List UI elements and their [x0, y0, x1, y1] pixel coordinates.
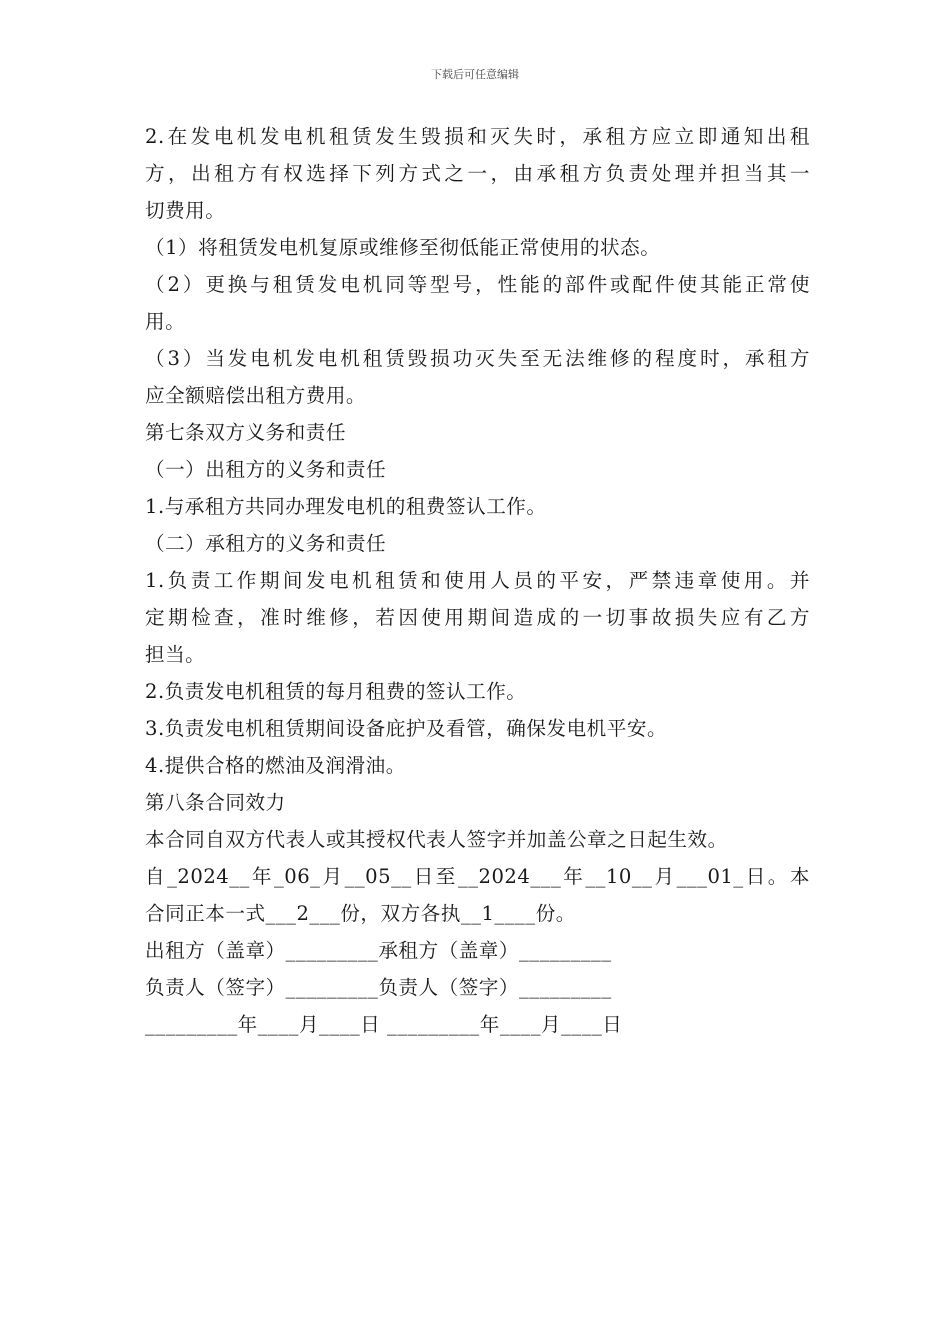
paragraph-line: 1.与承租方共同办理发电机的租费签认工作。 — [145, 495, 547, 518]
paragraph-line: 本合同自双方代表人或其授权代表人签字并加盖公章之日起生效。 — [145, 828, 728, 851]
page-header-note: 下载后可任意编辑 — [431, 68, 519, 81]
paragraph-line: （1）将租赁发电机复原或维修至彻低能正常使用的状态。 — [145, 236, 661, 259]
paragraph-line: 担当。 — [145, 643, 206, 666]
section-heading: 第八条合同效力 — [145, 791, 286, 814]
paragraph-line: 3.负责发电机租赁期间设备庇护及看管，确保发电机平安。 — [145, 717, 668, 740]
paragraph-line: 用。 — [145, 310, 186, 333]
seal-line: 出租方（盖章）_________承租方（盖章）_________ — [145, 939, 612, 962]
paragraph-line: （2）更换与租赁发电机同等型号，性能的部件或配件使其能正常使 — [145, 273, 810, 296]
paragraph-line: 4.提供合格的燃油及润滑油。 — [145, 754, 406, 777]
document-body — [145, 118, 810, 1043]
subsection-heading: （二）承租方的义务和责任 — [145, 532, 387, 555]
paragraph-line: 2.负责发电机租赁的每月租费的签认工作。 — [145, 680, 527, 703]
paragraph-line: （3）当发电机发电机租赁毁损功灭失至无法维修的程度时，承租方 — [145, 347, 810, 370]
contract-period-line: 自_2024__年_06_月__05__日至__2024___年__10__月___01_日。本 — [145, 865, 810, 888]
paragraph-line: 1.负责工作期间发电机租赁和使用人员的平安，严禁违章使用。并 — [145, 569, 810, 592]
paragraph-line: 定期检查，准时维修，若因使用期间造成的一切事故损失应有乙方 — [145, 606, 810, 629]
date-line: _________年____月____日 _________年____月____日 — [145, 1013, 623, 1036]
contract-copies-line: 合同正本一式___2___份，双方各执__1____份。 — [145, 902, 576, 925]
section-heading: 第七条双方义务和责任 — [145, 421, 346, 444]
paragraph-line: 应全额赔偿出租方费用。 — [145, 384, 367, 407]
paragraph-line: 方，出租方有权选择下列方式之一，由承租方负责处理并担当其一 — [145, 162, 810, 185]
signature-line: 负责人（签字）_________负责人（签字）_________ — [145, 976, 612, 999]
paragraph-line: 2.在发电机发电机租赁发生毁损和灭失时，承租方应立即通知出租 — [145, 125, 810, 148]
subsection-heading: （一）出租方的义务和责任 — [145, 458, 387, 481]
paragraph-line: 切费用。 — [145, 199, 226, 222]
